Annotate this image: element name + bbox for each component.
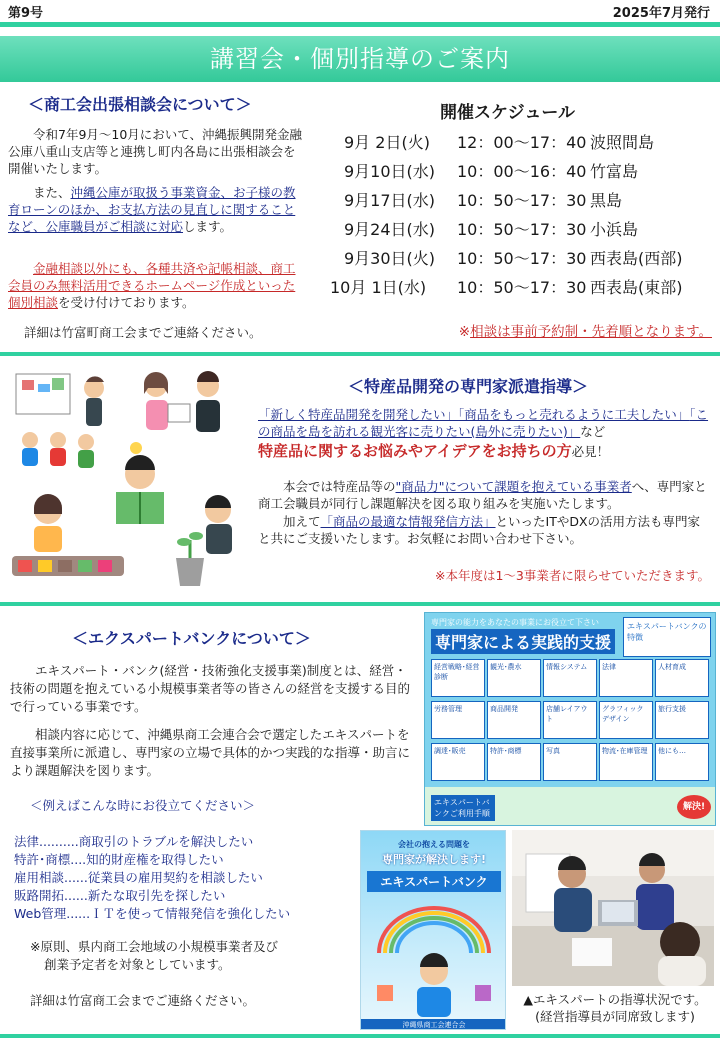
- poster-category: 他にも…: [655, 743, 709, 781]
- para2-post: します。: [183, 219, 233, 234]
- schedule-row: [330, 217, 710, 241]
- cooking-figure: [12, 494, 124, 576]
- schedule-date: 10月 1日(水): [330, 278, 427, 297]
- p2-pre: 加えて: [283, 514, 321, 529]
- schedule-place: 西表島(東部): [590, 278, 683, 297]
- example-desc: 新たな取引先を探したい: [87, 888, 226, 903]
- question-1: 「新しく特産品開発を開発したい」: [258, 407, 459, 422]
- example-title: ＜例えばこんな時にお役立てください＞: [30, 798, 256, 813]
- poster-category: グラフィックデザイン: [599, 701, 653, 739]
- question-3: 「この商品を島を訪れる観光客に売りたい(島外に売りたい)」: [258, 407, 709, 439]
- consultation-para3: [8, 260, 304, 311]
- expert-bank-poster: [424, 612, 716, 826]
- example-field: 販路開拓: [14, 888, 65, 903]
- schedule-date: 9月 2日(火): [344, 133, 430, 152]
- schedule-time: 10：50〜17：30: [457, 191, 587, 210]
- schedule-date: 9月17日(水): [344, 191, 436, 210]
- schedule-row: [330, 275, 710, 299]
- poster-category: 観光･農水: [487, 659, 541, 697]
- schedule-time: 10：50〜17：30: [457, 220, 587, 239]
- schedule-time: 10：50〜17：30: [457, 278, 587, 297]
- schedule-place: 波照間島: [590, 133, 655, 152]
- header-rule: [0, 22, 720, 27]
- schedule-date: 9月24日(水): [344, 220, 436, 239]
- example-dots: ..........: [39, 834, 79, 849]
- poster-category: 情報システム: [543, 659, 597, 697]
- schedule-place: 黒島: [590, 191, 623, 210]
- poster-category: 商品開発: [487, 701, 541, 739]
- specialty-para2: [258, 513, 710, 547]
- p1-pre: 本会では特産品等の: [283, 479, 396, 494]
- question-tail: など: [580, 424, 606, 439]
- poster-category: 労務管理: [431, 701, 485, 739]
- highlight-text: 特産品に関するお悩みやアイデアをお持ちの方: [258, 442, 572, 460]
- specialty-note: ※本年度は1〜3事業者に限らせていただきます。: [434, 568, 710, 583]
- pamphlet-line2: 専門家が解決します!: [381, 853, 487, 866]
- schedule-row: [330, 246, 710, 270]
- consultation-para2: [8, 184, 304, 235]
- example-field: 特許･商標: [14, 852, 71, 867]
- example-field: 法律: [14, 834, 40, 849]
- list-item: [14, 832, 253, 850]
- p2-post: といったITやDXの活用方法も専門家と共にご支援いたします。お気軽にお問い合わせ下さい。: [258, 514, 701, 546]
- section-divider: [0, 352, 720, 356]
- poster-category: 調達･販売: [431, 743, 485, 781]
- poster-category: 特許･商標: [487, 743, 541, 781]
- expert-para1: エキスパート・バンク(経営・技術強化支援事業)制度とは、経営・技術の問題を抱えている小規模事業者等の皆さんの経営を支援する目的で行っている事業です。: [10, 663, 411, 714]
- consulting-illustration: [8, 364, 258, 594]
- pamphlet-title: エキスパートバンク: [367, 871, 501, 892]
- poster-side-title: エキスパートバンクの特徴: [623, 617, 711, 657]
- page-banner: 講習会・個別指導のご案内: [0, 36, 720, 82]
- poster-category: 法律: [599, 659, 653, 697]
- example-desc: 従業員の雇用契約を相談したい: [87, 870, 263, 885]
- example-desc: ＩＴを使って情報発信を強化したい: [90, 906, 291, 921]
- poster-category: 店舗レイアウト: [543, 701, 597, 739]
- example-dots: ......: [66, 906, 91, 921]
- info-method-link: 「商品の最適な情報発信方法」: [320, 514, 496, 529]
- example-dots: ....: [70, 852, 87, 867]
- poster-category: 人材育成: [655, 659, 709, 697]
- specialty-title: ＜特産品開発の専門家派遣指導＞: [348, 377, 589, 396]
- schedule-row: [330, 130, 710, 154]
- eligibility-note-1: ※原則、県内商工会地域の小規模事業者及び: [30, 939, 278, 954]
- note-mark: ※: [458, 324, 471, 340]
- pamphlet-illustration: [369, 893, 499, 1017]
- schedule-row: [330, 159, 710, 183]
- farmer-figure: [176, 495, 232, 586]
- poster-category: 物流･在庫管理: [599, 743, 653, 781]
- poster-category-grid: [431, 659, 711, 783]
- pamphlet-line1: 会社の抱える問題を: [398, 840, 470, 849]
- expert-para2: 相談内容に応じて、沖縄県商工会連合会で選定したエキスパートを直接事業所に派遣し、専門家の立場で具体的かつ実践的な指導・助言により課題解決を図ります。: [10, 727, 411, 778]
- poster-badge: 解決!: [677, 795, 711, 819]
- loan-consult-link: 沖縄公庫が取扱う事業資金、お子様の教育ローンのほか、お支払方法の見直しに関することなど、公庫職員がご相談に対応: [8, 185, 296, 234]
- eligibility-note-2: 創業予定者を対象としています。: [44, 957, 231, 972]
- list-item: [14, 868, 263, 886]
- list-item: [14, 850, 224, 868]
- example-list: [14, 832, 354, 922]
- schedule-title: 開催スケジュール: [440, 103, 575, 123]
- schedule-time: 10：00〜16：40: [457, 162, 587, 181]
- poster-category: 経営戦略･経営診断: [431, 659, 485, 697]
- meeting-figure: [144, 371, 220, 432]
- consultation-contact: 詳細は竹富町商工会までご連絡ください。: [24, 325, 262, 340]
- product-power-link: "商品力"について課題を抱えている事業者: [395, 479, 632, 494]
- question-2: 「商品をもっと売れるように工夫したい」: [458, 407, 690, 422]
- example-dots: ......: [64, 870, 88, 885]
- example-field: Web管理: [14, 906, 67, 921]
- specialty-questions: [258, 406, 712, 440]
- schedule-time: 12：00〜17：40: [457, 133, 587, 152]
- example-dots: ......: [64, 888, 88, 903]
- consultation-title: ＜商工会出張相談会について＞: [28, 95, 252, 114]
- poster-category: 写真: [543, 743, 597, 781]
- presentation-figure: [16, 374, 104, 468]
- schedule-date: 9月10日(水): [344, 162, 436, 181]
- footer-rule: [0, 1034, 720, 1038]
- schedule-place: 西表島(西部): [590, 249, 683, 268]
- individual-consult-link: 金融相談以外にも、各種共済や記帳相談、商工会員のみ無料活用できるホームページ作成といった個別相談: [8, 261, 296, 310]
- photo-caption-1: ▲エキスパートの指導状況です。: [523, 992, 707, 1007]
- consultation-para1: 令和7年9月〜10月において、沖縄振興開発金融公庫八重山支店等と連携し町内各島に出張相談会を開催いたします。: [8, 127, 303, 176]
- expert-contact: 詳細は竹富商工会までご連絡ください。: [30, 993, 256, 1008]
- schedule-time: 10：50〜17：30: [457, 249, 587, 268]
- reading-figure: [116, 442, 164, 524]
- pamphlet-footer: 沖縄県商工会連合会: [361, 1019, 506, 1030]
- schedule-place: 竹富島: [590, 162, 639, 181]
- poster-header: 専門家の能力をあなたの事業にお役立て下さい: [431, 618, 599, 627]
- guidance-photo: [512, 830, 714, 986]
- photo-caption-2: (経営指導員が同席致します): [535, 1009, 695, 1024]
- p1-post: へ、専門家と商工会職員が同行し課題解決を図る取り組みを実施いたします。: [258, 479, 707, 511]
- expert-bank-pamphlet: [360, 830, 506, 1030]
- schedule-place: 小浜島: [590, 220, 639, 239]
- schedule-table: [330, 130, 710, 300]
- specialty-highlight: [258, 440, 712, 461]
- schedule-date: 9月30日(火): [344, 249, 436, 268]
- list-item: [14, 904, 290, 922]
- example-field: 雇用相談: [14, 870, 65, 885]
- schedule-row: [330, 188, 710, 212]
- example-desc: 知的財産権を取得したい: [86, 852, 224, 867]
- example-desc: 商取引のトラブルを解決したい: [78, 834, 254, 849]
- poster-title: 専門家による実践的支援: [431, 629, 615, 654]
- para3-post: を受け付けております。: [58, 295, 195, 310]
- note-text: 相談は事前予約制・先着順となります。: [470, 324, 712, 340]
- highlight-tail: 必見！: [571, 444, 610, 459]
- issue-number: 第9号: [8, 6, 44, 21]
- list-item: [14, 886, 225, 904]
- poster-category: 旅行支援: [655, 701, 709, 739]
- poster-footer: エキスパートバンクご利用手順: [431, 795, 495, 821]
- section-divider: [0, 602, 720, 606]
- issue-date: 2025年7月発行: [612, 6, 710, 21]
- specialty-para1: [258, 478, 710, 512]
- schedule-note: [459, 320, 712, 340]
- expert-title: ＜エクスパートバンクについて＞: [72, 629, 311, 648]
- para2-pre: また、: [33, 185, 71, 200]
